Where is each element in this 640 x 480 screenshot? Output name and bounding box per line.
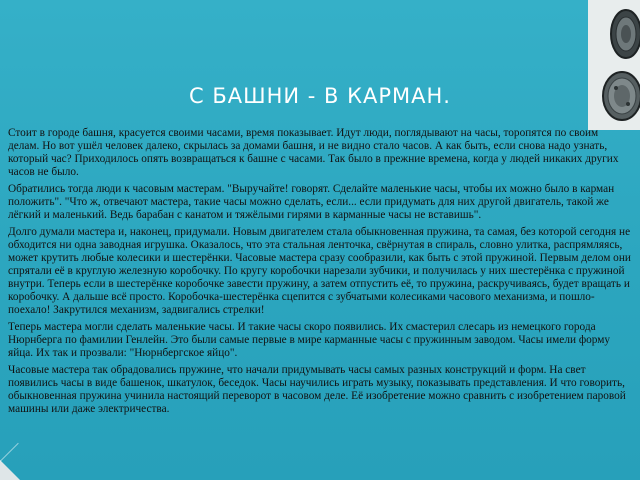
body-text: [8, 127, 632, 420]
paragraph: Стоит в городе башня, красуется своими часами, время показывает. Идут люди, поглядывают на часы, торопятся по своим делам. Но вот ушёл человек далеко, скрылась за домами башня, и не видно стало часов. А как быть, если снова надо узнать, который час? Приходилось опять возвращаться к башне с часами. Так было в прежние времена, когда у людей никаких других часов не было.: [8, 127, 619, 178]
pocket-watch-image: [588, 0, 640, 130]
paragraph: Долго думали мастера и, наконец, придумали. Новым двигателем стала обыкновенная пружина, та самая, без которой сегодня не обходится ни одна заводная игрушка. Оказалось, что эта стальная ленточка, свёрнутая в спираль, словно улитка, распрямляясь, может крутить любые колесики и шестерёнки. Часовые мастера сразу сообразили, как быть с этой пружиной. Первым делом они спрятали её в круглую железную коробочку. По кругу коробочки нарезали зубчики, и получилась у них шестерёнка с пружиной внутри. Теперь если в шестерёнке коробочке завести пружину, а затем отпустить её, то пружина, раскручиваясь, будет вращать и коробочку. А дальше всё просто. Коробочка-шестерёнка сцепится с зубчатыми колесиками часового механизма, и пошло-поехало! Закрутился механизм, задвигались стрелки!: [8, 226, 631, 316]
slide-title: С БАШНИ - В КАРМАН.: [189, 84, 451, 108]
page-corner-decoration: [0, 460, 20, 480]
paragraph: Теперь мастера могли сделать маленькие часы. И такие часы скоро появились. Их смастерил слесарь из немецкого города Нюрнберга по фамилии Генлейн. Это были самые первые в мире карманные часы с пружинным заводом. Часы имели форму яйца. Их так и прозвали: "Нюрнбергское яйцо".: [8, 321, 611, 359]
paragraph: Часовые мастера так обрадовались пружине, что начали придумывать часы самых разных конструкций и форм. На свет появились часы в виде башенок, шкатулок, беседок. Часы научились играть музыку, показывать представления. И что говорить, обыкновенная пружина учинила настоящий переворот в часовом деле. Её изобретение можно сравнить с изобретением паровой машины или даже электричества.: [8, 364, 626, 415]
corner-line-decoration: [0, 443, 19, 462]
paragraph: Обратились тогда люди к часовым мастерам. "Выручайте! говорят. Сделайте маленькие часы, чтобы их можно было в карман положить". "Что ж, отвечают мастера, такие часы можно сделать, если... если придумать для них другой двигатель, такой же лёгкий и маленький. Ведь барабан с канатом и тяжёлыми гирями в карманные часы не вставишь".: [8, 183, 615, 221]
